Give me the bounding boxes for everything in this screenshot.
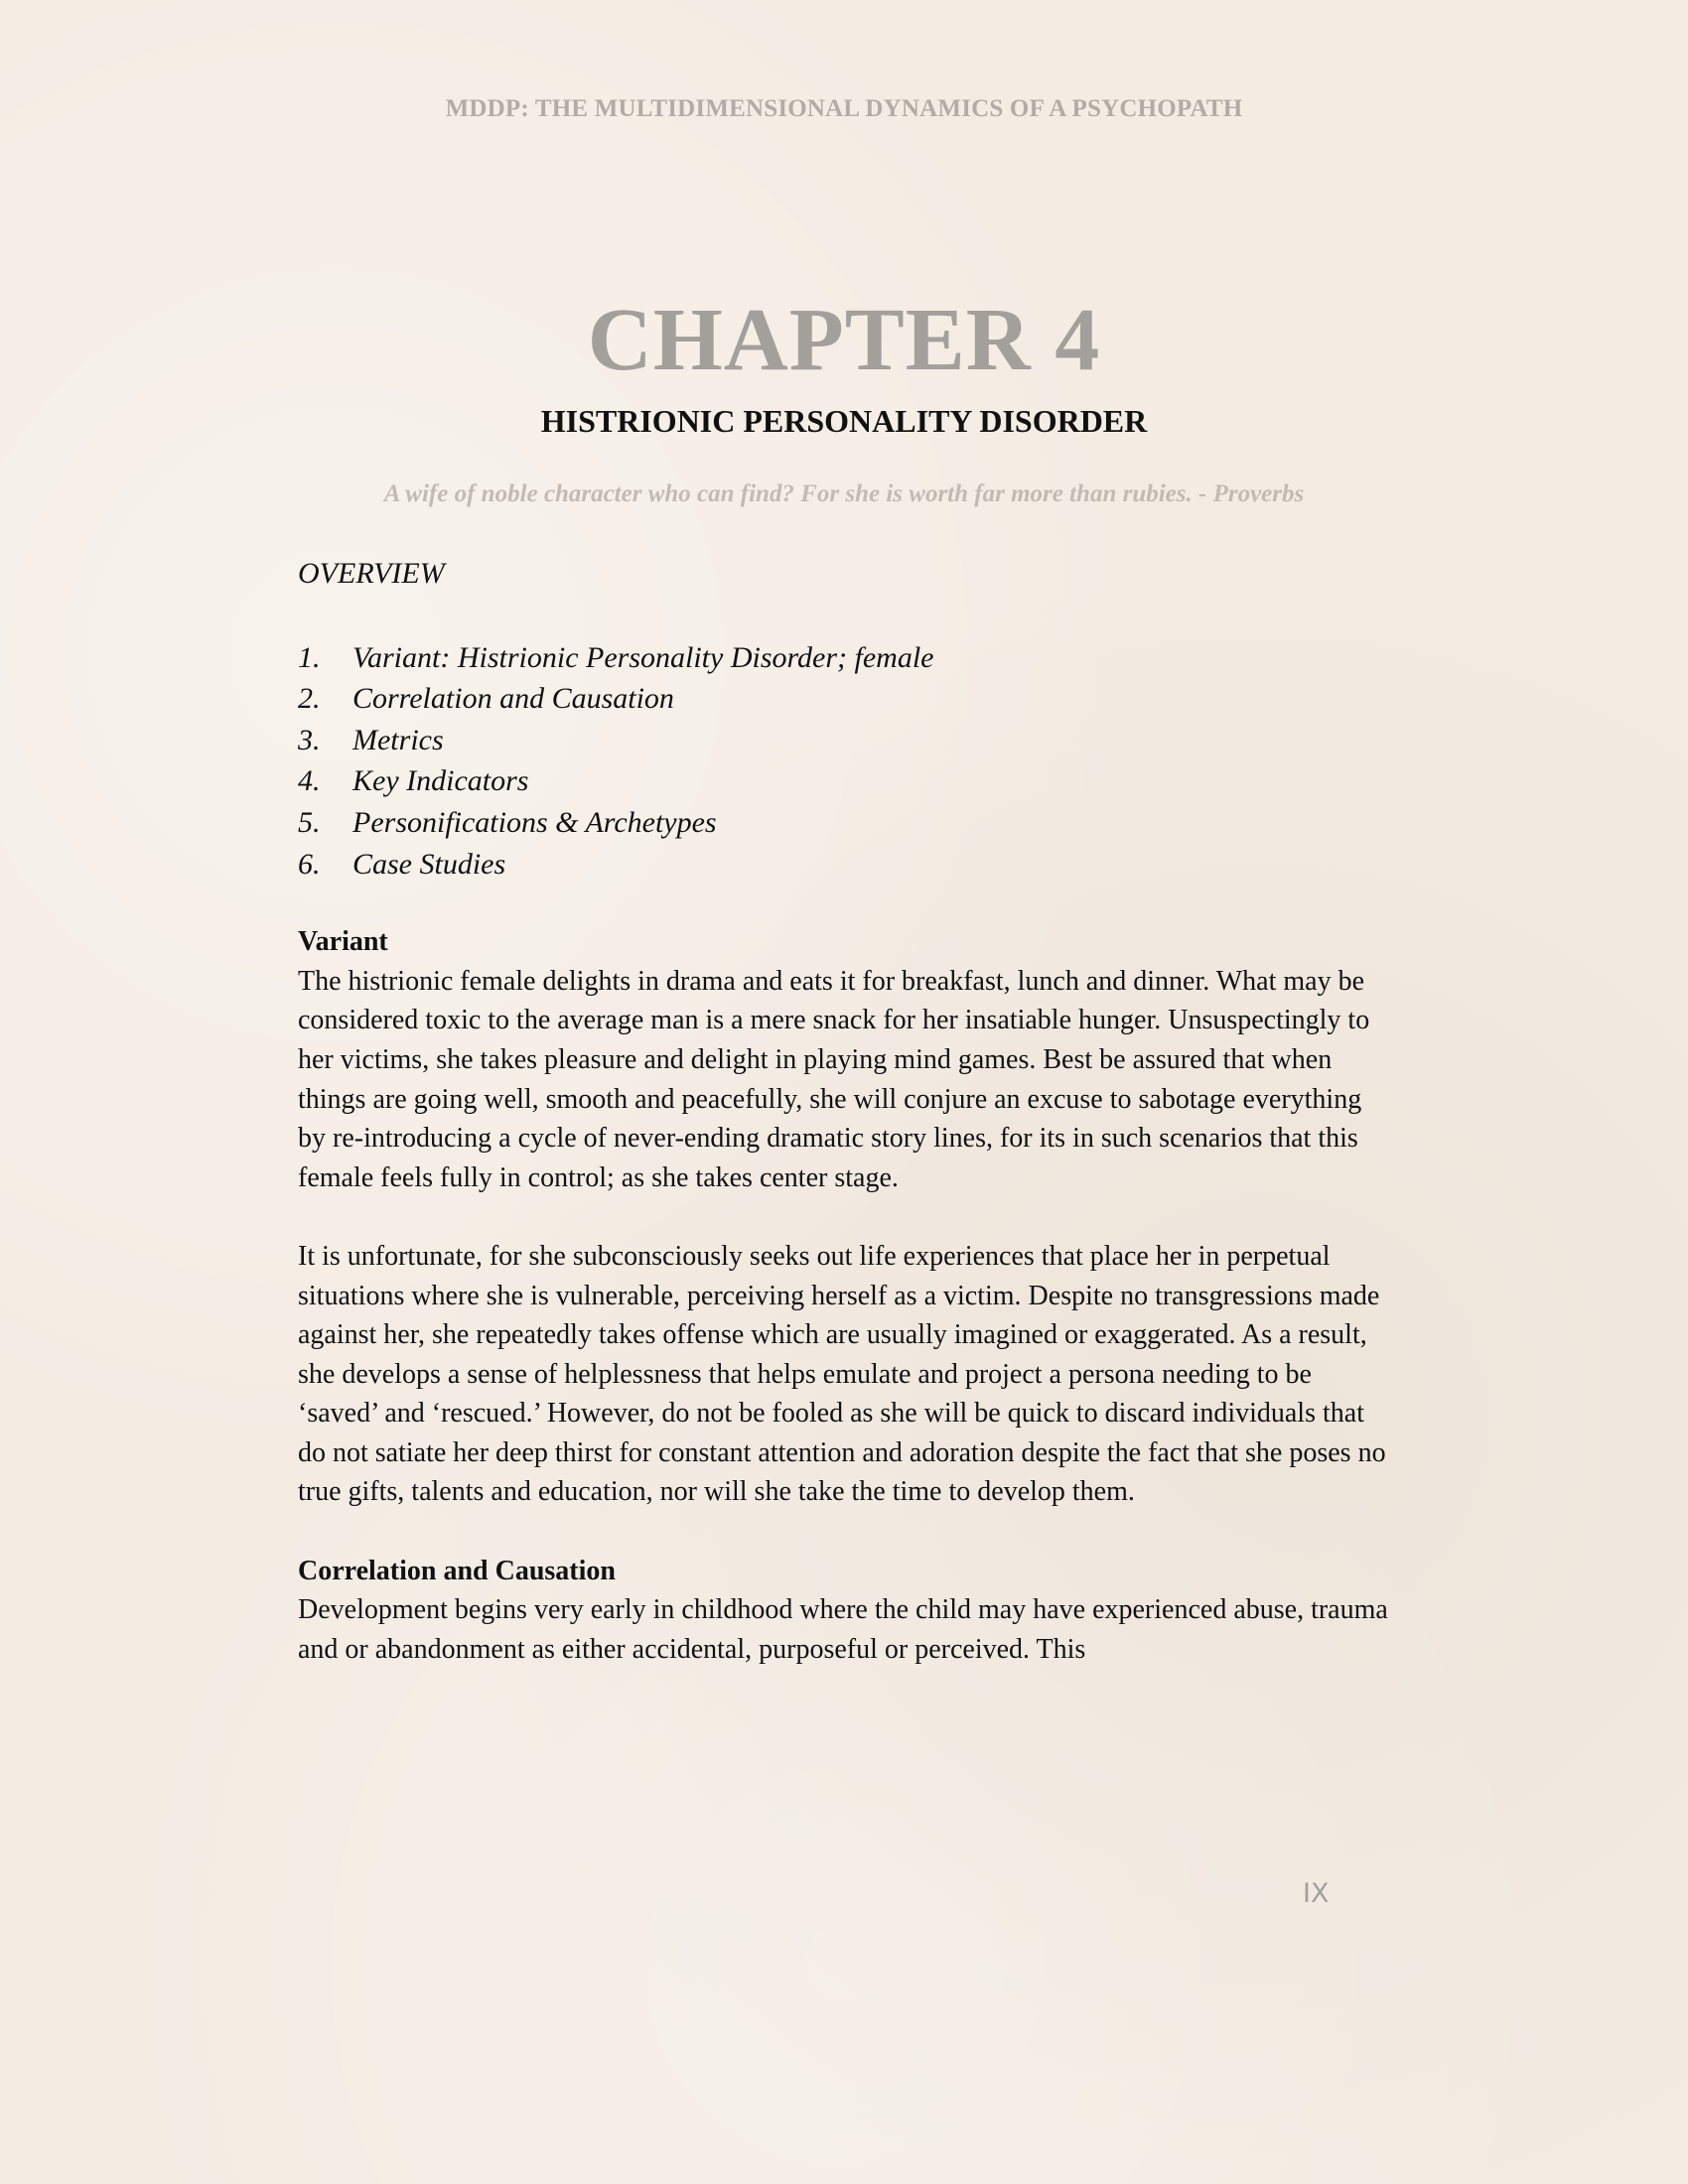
paragraph: Development begins very early in childhood where the child may have experienced abuse, trauma and or abandonment as either accidental, purposeful or perceived. This: [298, 1594, 1388, 1665]
overview-heading: OVERVIEW: [298, 557, 445, 590]
list-item: [298, 678, 1390, 720]
overview-list: [298, 637, 1390, 886]
list-item-number: 3.: [298, 723, 321, 756]
list-item-label: Correlation and Causation: [352, 682, 674, 716]
list-item-label: Metrics: [352, 723, 444, 756]
body-content: [298, 554, 1390, 1669]
page-number: IX: [1303, 1878, 1330, 1909]
epigraph: A wife of noble character who can find? For she is worth far more than rubies. - Proverbs: [383, 480, 1305, 507]
section-heading-variant: Variant: [298, 926, 388, 958]
chapter-title: CHAPTER 4: [587, 291, 1101, 389]
list-item-number: 4.: [298, 764, 321, 798]
chapter-subtitle: HISTRIONIC PERSONALITY DISORDER: [540, 403, 1148, 439]
list-item-number: 5.: [298, 805, 321, 839]
paragraph: It is unfortunate, for she subconsciously seeks out life experiences that place her in perpetual situations where she is vulnerable, perceiving herself as a victim. Despite no transgressions made against her, she repeatedly takes offense which are usually imagined or exaggerated. As a result, she develops a sense of helplessness that helps emulate and project a persona needing to be ‘saved’ and ‘rescued.’ However, do not be fooled as she will be quick to discard individuals that do not satiate her deep thirst for constant attention and adoration despite the fact that she poses no true gifts, talents and education, nor will she take the time to develop them.: [298, 1240, 1386, 1508]
list-item-number: 2.: [298, 682, 321, 716]
list-item: [298, 802, 1390, 844]
list-item: [298, 760, 1390, 802]
list-item: [298, 637, 1390, 679]
list-item-number: 1.: [298, 640, 321, 674]
list-item-label: Case Studies: [352, 847, 506, 881]
running-header: MDDP: THE MULTIDIMENSIONAL DYNAMICS OF A PSYCHOPATH: [445, 95, 1243, 122]
list-item-label: Variant: Histrionic Personality Disorder; female: [352, 640, 934, 674]
list-item: [298, 720, 1390, 761]
paragraph: The histrionic female delights in drama and eats it for breakfast, lunch and dinner. What may be considered toxic to the average man is a mere snack for her insatiable hunger. Unsuspectingly to her victims, she takes pleasure and delight in playing mind games. Best be assured that when things are going well, smooth and peacefully, she will conjure an excuse to sabotage everything by re-introducing a cycle of never-ending dramatic story lines, for its in such scenarios that this female feels fully in control; as she takes center stage.: [298, 965, 1370, 1193]
list-item-number: 6.: [298, 847, 321, 881]
list-item-label: Key Indicators: [352, 764, 529, 798]
list-item: [298, 844, 1390, 886]
list-item-label: Personifications & Archetypes: [352, 805, 717, 839]
section-heading-correlation: Correlation and Causation: [298, 1555, 616, 1586]
